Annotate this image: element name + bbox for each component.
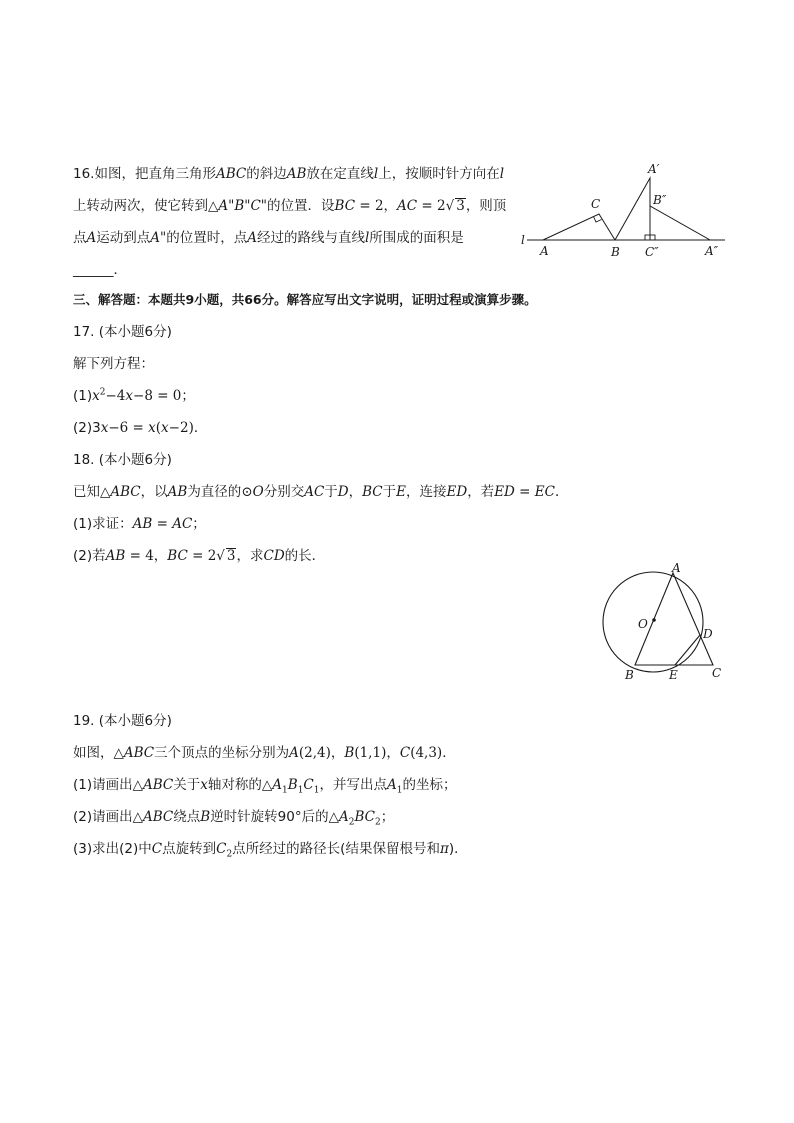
- right-angle-c2: [645, 235, 650, 240]
- center-o: [652, 618, 656, 622]
- label-o: O: [638, 617, 648, 631]
- triangle-a2b2c2: [650, 206, 710, 240]
- label-b: B: [611, 245, 620, 259]
- segment-ed: [675, 635, 700, 665]
- figure-16-triangle-rotation: [515, 158, 730, 262]
- figure-18-circle-triangle: [595, 560, 730, 685]
- label-b: B: [625, 668, 634, 682]
- label-c: C: [712, 666, 722, 680]
- label-b-double-prime: B″: [653, 193, 667, 207]
- q16-line-3: 点A运动到点A"的位置时，点A经过的路线与直线l所围成的面积是: [73, 230, 464, 246]
- section-3-heading: 三、解答题：本题共9小题，共66分。解答应写出文字说明，证明过程或演算步骤。: [73, 292, 537, 307]
- label-a: A: [672, 561, 681, 575]
- label-d: D: [703, 627, 713, 641]
- label-l: l: [521, 233, 525, 247]
- label-e: E: [669, 668, 678, 682]
- q16-line-1: 16.如图，把直角三角形ABC的斜边AB放在定直线l上，按顺时针方向在l: [73, 166, 505, 182]
- q18-part-2: (2)若AB = 4，BC = 2√ 3，求CD的长．: [73, 548, 326, 564]
- q17-part-2: (2)3x−6 = x(x−2)．: [73, 420, 208, 436]
- q19-header: 19. (本小题6分): [73, 713, 172, 729]
- label-c: C: [591, 197, 601, 211]
- triangle-ab-c-second: [615, 178, 650, 240]
- label-c-double-prime: C″: [645, 245, 659, 259]
- q19-part-1: (1)请画出△ABC关于x轴对称的$\triangle A_1B_1C_1$，并写出点$A_1$的坐标；: [73, 777, 457, 796]
- label-a: A: [540, 244, 549, 258]
- q16-answer-blank: ______．: [73, 262, 127, 278]
- q16-line-2: 上转动两次，使它转到△A"B"C"的位置．设BC = 2，AC = 2√ 3，则顶: [73, 198, 507, 214]
- right-angle-c: [594, 217, 602, 223]
- q17-header: 17. (本小题6分): [73, 324, 172, 340]
- q18-statement: 已知△ABC，以AB为直径的⊙O分别交AC于D，BC于E，连接ED，若ED = EC．: [73, 484, 569, 500]
- q19-part-2: (2)请画出△ABC绕点B逆时针旋转90°后的$\triangle A_2BC_2$；: [73, 809, 395, 828]
- q18-header: 18. (本小题6分): [73, 452, 172, 468]
- q18-part-1: (1)求证：AB = AC；: [73, 516, 206, 532]
- q19-statement: 如图，△ABC三个顶点的坐标分别为A(2,4)，B(1,1)，C(4,3)．: [73, 745, 456, 761]
- q19-part-3: (3)求出(2)中C点旋转到$C_2$点所经过的路径长(结果保留根号和π)．: [73, 841, 468, 860]
- label-a-double-prime: A″: [705, 244, 719, 258]
- q17-part-1: $(1)x^2-4x-8 = 0$；: [73, 387, 195, 404]
- triangle-abc: [543, 214, 615, 240]
- label-a-prime: A′: [648, 162, 660, 176]
- q17-intro: 解下列方程：: [73, 356, 154, 372]
